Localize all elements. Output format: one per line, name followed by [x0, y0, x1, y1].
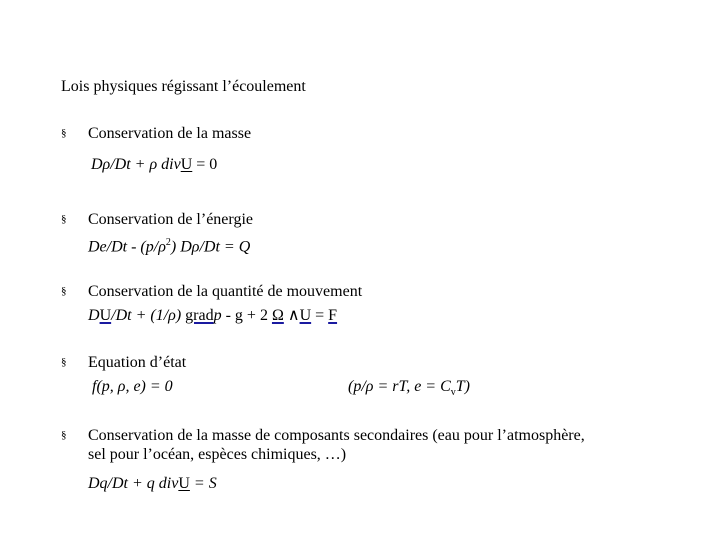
section-heading-secondary: Conservation de la masse de composants secondaires (eau pour l’atmosphère,: [88, 427, 585, 444]
section-heading-energy: Conservation de l’énergie: [88, 211, 253, 228]
equation-energy: $De/Dt - (p/\rho^2) D\rho/Dt = Q$: [88, 237, 251, 256]
section-heading-secondary-line2: sel pour l’océan, espèces chimiques, …): [88, 446, 347, 463]
equation-state-gas-law: (p/ρ = rT, $e = C_vT$): [348, 378, 470, 399]
bullet-icon: §: [61, 429, 67, 441]
section-heading-mass: Conservation de la masse: [88, 125, 252, 142]
equation-momentum: DU/Dt + (1/ρ) gradp - g + 2 Ω ∧U = F: [88, 307, 338, 324]
bullet-icon: §: [61, 127, 67, 139]
equation-state: f(p, ρ, e) = 0: [92, 378, 173, 395]
equation-mass: Dρ/Dt + ρ divU = 0: [91, 156, 218, 173]
bullet-icon: §: [61, 356, 67, 368]
section-heading-state: Equation d’état: [88, 354, 187, 371]
bullet-icon: §: [61, 285, 67, 297]
bullet-icon: §: [61, 213, 67, 225]
section-heading-momentum: Conservation de la quantité de mouvement: [88, 283, 363, 300]
equation-secondary: Dq/Dt + q divU = S: [88, 475, 217, 492]
page-title: Lois physiques régissant l’écoulement: [61, 78, 306, 95]
